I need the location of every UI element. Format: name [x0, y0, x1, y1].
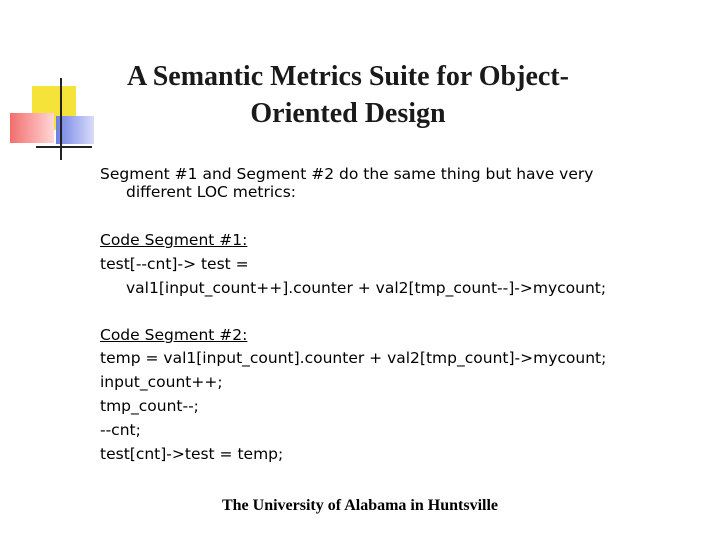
footer-university: The University of Alabama in Huntsville	[221, 497, 499, 514]
segment2-heading: Code Segment #2:	[100, 326, 248, 344]
segment2-code-line: input_count++;	[100, 373, 223, 391]
segment1-code-line: test[--cnt]-> test =	[100, 255, 249, 273]
segment2-code-line: test[cnt]->test = temp;	[100, 445, 284, 463]
segment2-code-line: tmp_count--;	[100, 397, 199, 415]
slide-title-line-2: Oriented Design	[250, 98, 446, 129]
slide-title	[88, 58, 608, 132]
decorative-horizontal-line	[36, 146, 92, 148]
intro-line-1: Segment #1 and Segment #2 do the same thing but have very	[100, 165, 594, 183]
segment2-code-line: --cnt;	[100, 421, 141, 439]
segment1-heading: Code Segment #1:	[100, 231, 248, 249]
intro-line-2: different LOC metrics:	[126, 183, 297, 201]
segment2-code-line: temp = val1[input_count].counter + val2[tmp_count]->mycount;	[100, 349, 607, 367]
slide-title-line-1: A Semantic Metrics Suite for Object-	[127, 61, 569, 92]
decorative-red-rectangle	[10, 113, 54, 143]
segment1-code-line: val1[input_count++].counter + val2[tmp_count--]->mycount;	[126, 279, 607, 297]
